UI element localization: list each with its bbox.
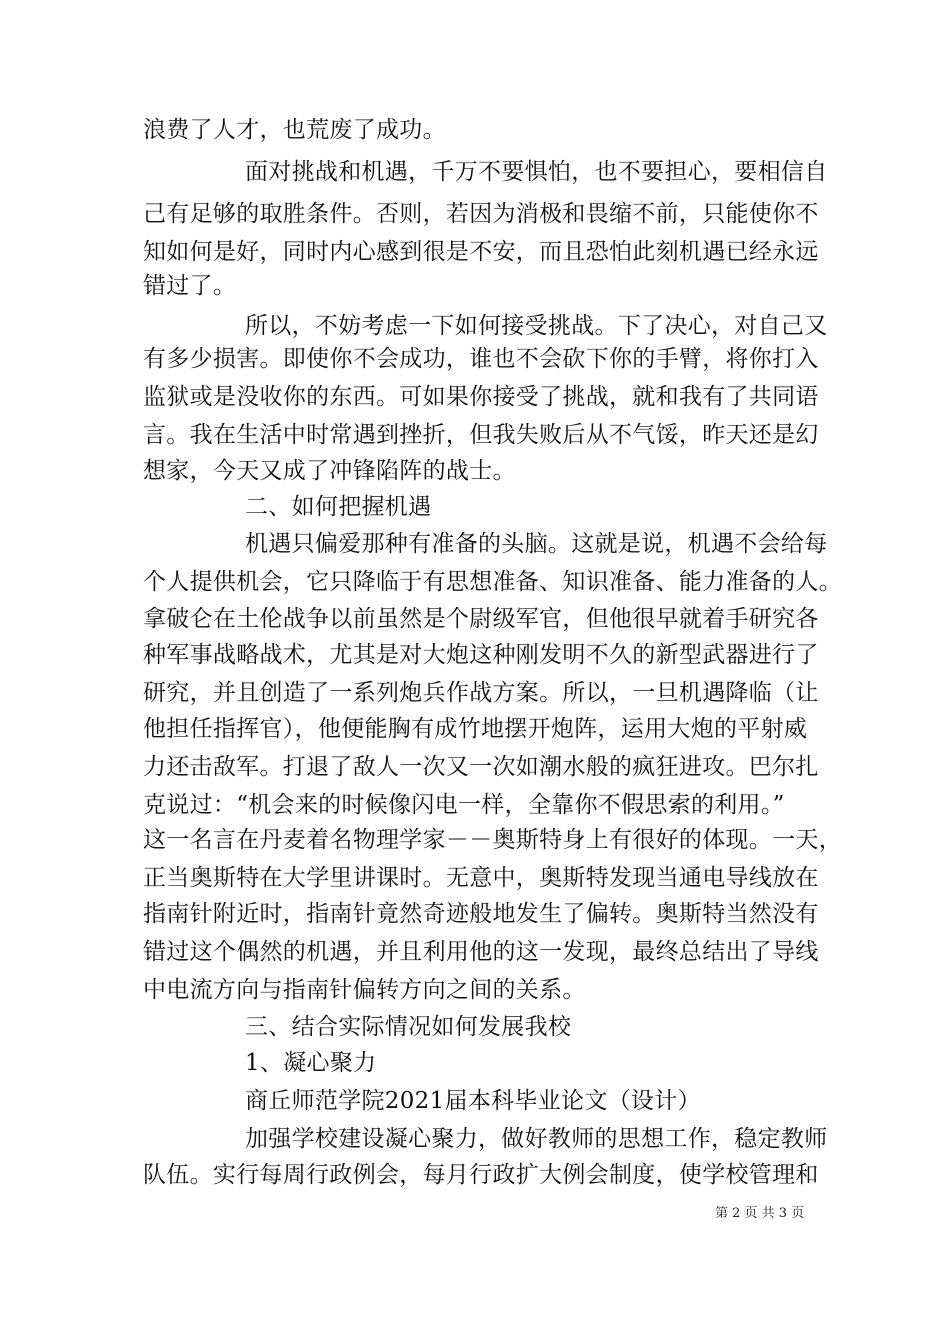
text-line: 知如何是好，同时内心感到很是不安，而且恐怕此刻机遇已经永远	[143, 239, 819, 265]
text-line: 机遇只偏爱那种有准备的头脑。这就是说，机遇不会给每	[245, 531, 828, 557]
text-line: 种军事战略战术，尤其是对大炮这种刚发明不久的新型武器进行了	[143, 642, 819, 668]
page-number: 第 2 页 共 3 页	[715, 1206, 805, 1221]
text-line: 所以，不妨考虑一下如何接受挑战。下了决心，对自己又	[245, 313, 828, 339]
section-heading: 三、结合实际情况如何发展我校	[245, 1014, 572, 1040]
text-line: 他担任指挥官），他便能胸有成竹地摆开炮阵，运用大炮的平射威	[143, 716, 808, 742]
text-line: 队伍。实行每周行政例会，每月行政扩大例会制度，使学校管理和	[143, 1162, 819, 1188]
text-line: 拿破仑在土伦战争以前虽然是个尉级军官，但他很早就着手研究各	[143, 606, 819, 632]
text-line: 指南针附近时，指南针竟然奇迹般地发生了偏转。奥斯特当然没有	[143, 901, 819, 927]
text-line: 商丘师范学院2021届本科毕业论文（设计）	[245, 1088, 701, 1114]
text-line: 这一名言在丹麦着名物理学家－－奥斯特身上有很好的体现。一天，	[143, 827, 842, 853]
text-line: 言。我在生活中时常遇到挫折，但我失败后从不气馁，昨天还是幻	[143, 422, 819, 448]
text-line: 面对挑战和机遇，千万不要惧怕，也不要担心，要相信自	[245, 159, 828, 185]
text-line: 克说过：“机会来的时候像闪电一样，全靠你不假思索的利用。”	[143, 792, 785, 818]
text-line: 错过了。	[143, 273, 237, 299]
subsection-heading: 1、凝心聚力	[245, 1050, 377, 1076]
text-line: 研究，并且创造了一系列炮兵作战方案。所以，一旦机遇降临（让	[143, 680, 819, 706]
text-line: 正当奥斯特在大学里讲课时。无意中，奥斯特发现当通电导线放在	[143, 865, 819, 891]
text-line: 有多少损害。即使你不会成功，谁也不会砍下你的手臂，将你打入	[143, 346, 819, 372]
text-line: 监狱或是没收你的东西。可如果你接受了挑战，就和我有了共同语	[143, 384, 819, 410]
text-line: 力还击敌军。打退了敌人一次又一次如潮水般的疯狂进攻。巴尔扎	[143, 754, 819, 780]
text-line: 己有足够的取胜条件。否则，若因为消极和畏缩不前，只能使你不	[143, 201, 819, 227]
text-line: 中电流方向与指南针偏转方向之间的关系。	[143, 977, 586, 1003]
text-line: 个人提供机会，它只降临于有思想准备、知识准备、能力准备的人。	[143, 569, 842, 595]
section-heading: 二、如何把握机遇	[245, 494, 432, 520]
text-line: 浪费了人才，也荒废了成功。	[143, 117, 446, 143]
text-line: 想家，今天又成了冲锋陷阵的战士。	[143, 458, 516, 484]
text-line: 加强学校建设凝心聚力，做好教师的思想工作，稳定教师	[245, 1126, 828, 1152]
text-line: 错过这个偶然的机遇，并且利用他的这一发现，最终总结出了导线	[143, 939, 819, 965]
